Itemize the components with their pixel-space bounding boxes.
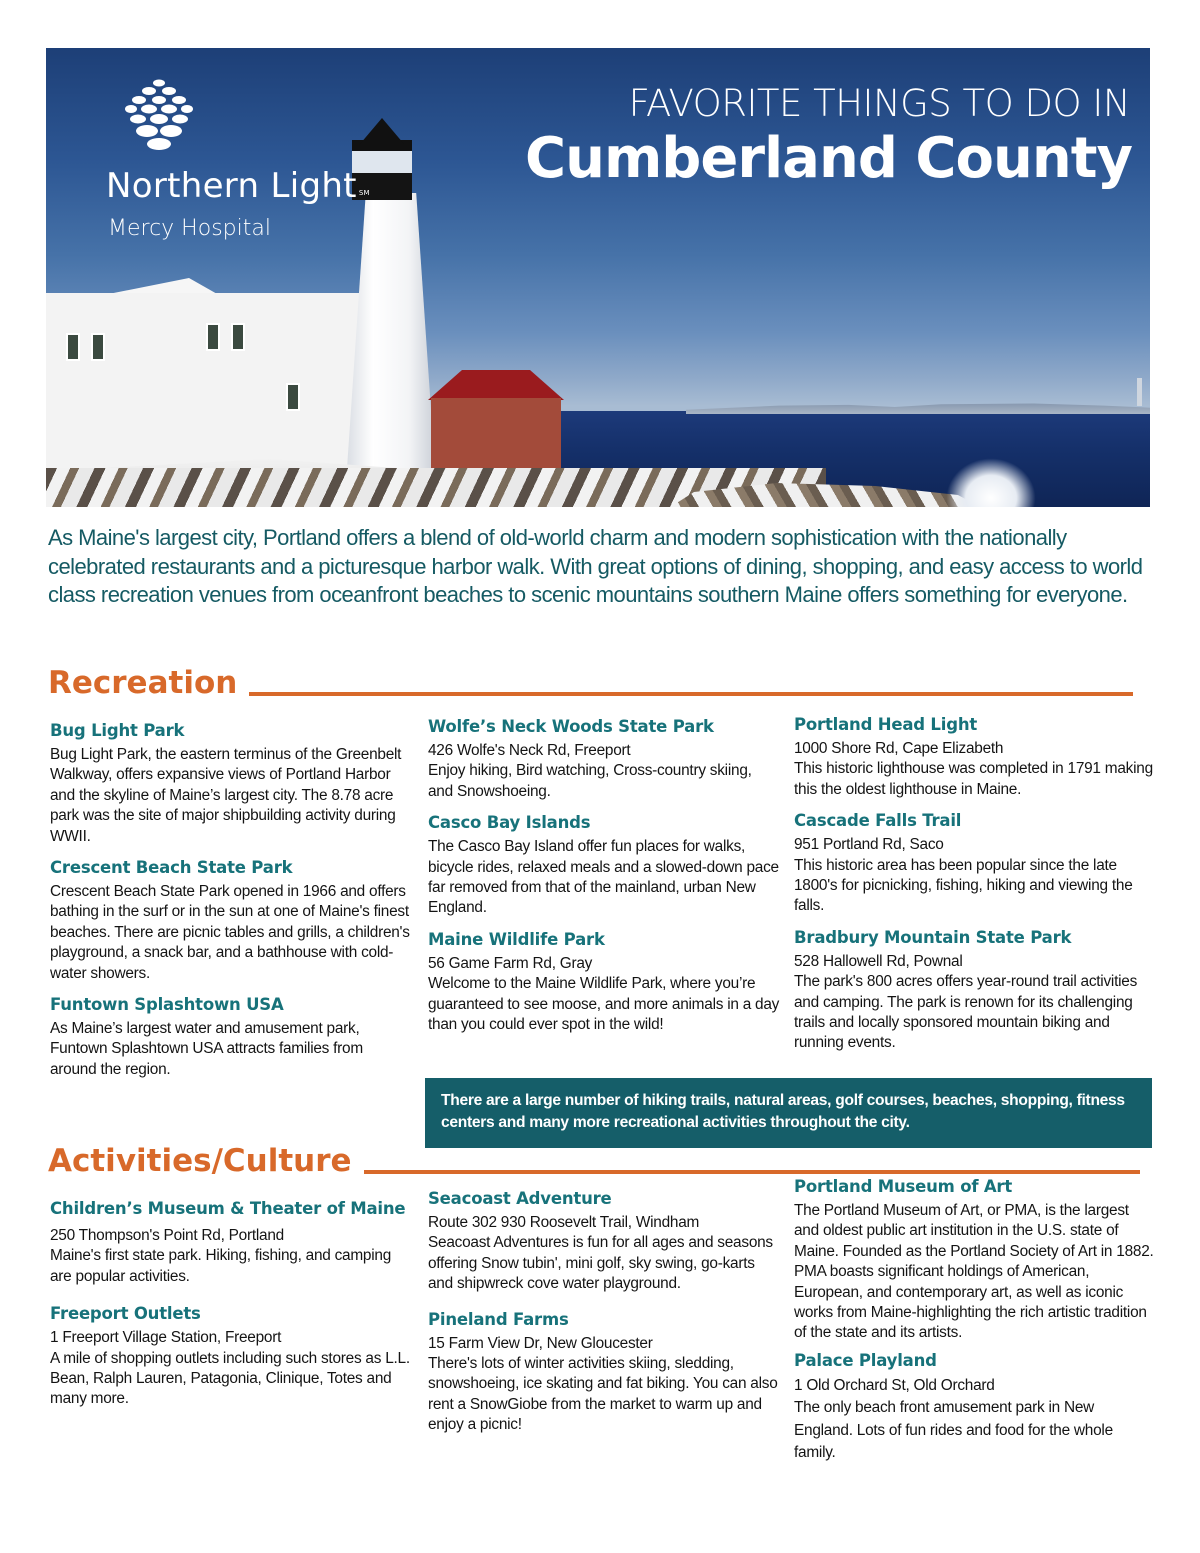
item-address: 1000 Shore Rd, Cape Elizabeth — [794, 740, 1004, 757]
item-address: Route 302 930 Roosevelt Trail, Windham — [428, 1214, 700, 1231]
list-item — [50, 1194, 410, 1287]
item-description: A mile of shopping outlets including such stores as L.L. Bean, Ralph Lauren, Patagonia, Clinique, Totes and many more. — [50, 1349, 410, 1408]
item-description: Crescent Beach State Park opened in 1966 and offers bathing in the surf or in the sun at one of Maine's finest beaches. There are picnic tables and grills, a children's playground, a snack bar, and a bathhouse with cold-water showers. — [50, 883, 410, 982]
intro-paragraph: As Maine's largest city, Portland offers a blend of old-world charm and modern sophistication with the nationally celebrated restaurants and a picturesque harbor walk. With great options of dining, shopping, and easy access to world class recreation venues from oceanfront beaches to scenic mountains southern Maine offers something for everyone. — [48, 525, 1143, 607]
item-description: The only beach front amusement park in New England. Lots of fun rides and food for the whole family. — [794, 1399, 1113, 1462]
brand-subtitle: Mercy Hospital — [108, 216, 271, 241]
list-item — [794, 1176, 1156, 1344]
item-address: 1 Old Orchard St, Old Orchard — [794, 1376, 995, 1394]
oil-house — [431, 398, 561, 468]
item-address: 951 Portland Rd, Saco — [794, 836, 944, 854]
item-title: Pineland Farms — [428, 1309, 569, 1329]
item-description: As Maine’s largest water and amusement park, Funtown Splashtown USA attracts families from around the region. — [50, 1020, 363, 1078]
item-description: Enjoy hiking, Bird watching, Cross-country skiing, and Snowshoeing. — [428, 762, 752, 800]
item-description: Maine's first state park. Hiking, fishing, and camping are popular activities. — [50, 1247, 392, 1285]
list-item — [794, 810, 1154, 917]
item-title: Children’s Museum & Theater of Maine — [50, 1199, 406, 1218]
list-item — [428, 812, 780, 919]
window — [286, 383, 300, 411]
list-item — [50, 720, 410, 847]
item-address: 15 Farm View Dr, New Gloucester — [428, 1334, 653, 1352]
list-item — [428, 1188, 780, 1295]
item-title: Freeport Outlets — [50, 1304, 201, 1324]
lighthouse-cap — [360, 118, 404, 144]
recreation-heading — [48, 666, 1133, 700]
section-divider — [364, 1170, 1140, 1174]
list-item — [428, 929, 780, 1036]
window — [91, 333, 105, 361]
item-description: The park's 800 acres offers year-round trail activities and camping. The park is renown for its challenging trails and locally sponsored mountain biking and running events. — [794, 973, 1138, 1052]
item-title: Crescent Beach State Park — [50, 858, 293, 878]
activities-column-3 — [794, 1176, 1156, 1475]
item-address: 528 Hallowell Rd, Pownal — [794, 952, 963, 970]
recreation-column-2 — [428, 716, 780, 1045]
list-item — [50, 994, 410, 1080]
section-title: Recreation — [48, 665, 238, 701]
item-title: Portland Head Light — [794, 715, 978, 734]
recreation-column-1 — [50, 720, 410, 1090]
pinecone-icon — [124, 78, 194, 152]
oil-house-roof — [428, 370, 564, 400]
item-description: The Portland Museum of Art, or PMA, is the largest and oldest public art institution in the U.S. state of Maine. Founded as the Portland Society of Art in 1882. PMA boasts significant holdings of American, European, and contemporary art, as well as iconic works from Maine-highlighting the rich artistic tradition of the state and its artists. — [794, 1202, 1154, 1342]
item-address: 56 Game Farm Rd, Gray — [428, 954, 593, 972]
distant-lighthouse — [1137, 378, 1142, 406]
wave-spray — [946, 458, 1036, 507]
window — [231, 323, 245, 351]
section-divider — [249, 692, 1133, 696]
item-title: Seacoast Adventure — [428, 1189, 612, 1208]
item-description: There's lots of winter activities skiing, sledding, snowshoeing, ice skating and fat biking. You can also rent a SnowGiobe from the market to warm up and enjoy a picnic! — [428, 1355, 778, 1434]
item-address: 250 Thompson's Point Rd, Portland — [50, 1227, 284, 1244]
window — [66, 333, 80, 361]
item-title: Palace Playland — [794, 1350, 937, 1370]
hero-title: Cumberland County — [524, 126, 1132, 191]
item-title: Wolfe’s Neck Woods State Park — [428, 717, 714, 736]
list-item — [794, 927, 1154, 1054]
list-item — [50, 857, 410, 984]
section-title: Activities/Culture — [48, 1143, 352, 1179]
item-title: Cascade Falls Trail — [794, 811, 962, 831]
lighthouse-tower — [346, 193, 436, 483]
list-item — [428, 1309, 780, 1436]
distant-islands — [686, 400, 1150, 414]
item-title: Bradbury Mountain State Park — [794, 927, 1072, 947]
item-address: 1 Freeport Village Station, Freeport — [50, 1329, 282, 1347]
service-mark: SM — [358, 189, 370, 197]
activities-heading — [48, 1144, 1140, 1178]
item-description: Bug Light Park, the eastern terminus of the Greenbelt Walkway, offers expansive views of Portland Harbor and the skyline of Maine’s largest city. The 8.78 acre park was the site of major shipbuilding activity during WWII. — [50, 746, 402, 845]
window — [206, 323, 220, 351]
item-description: This historic lighthouse was completed in 1791 making this the oldest lighthouse in Maine. — [794, 760, 1153, 798]
item-title: Casco Bay Islands — [428, 813, 591, 833]
hero-pre-title: FAVORITE THINGS TO DO IN — [628, 82, 1130, 125]
activities-column-2 — [428, 1188, 780, 1446]
item-address: 426 Wolfe's Neck Rd, Freeport — [428, 742, 631, 759]
item-description: Seacoast Adventures is fun for all ages and seasons offering Snow tubin', mini golf, sky swing, go-karts and shipwreck cove water playground. — [428, 1234, 773, 1293]
item-description: This historic area has been popular since the late 1800's for picnicking, fishing, hiking and viewing the falls. — [794, 856, 1133, 915]
recreation-callout: There are a large number of hiking trails, natural areas, golf courses, beaches, shopping, fitness centers and many more recreational activities throughout the city. — [425, 1078, 1152, 1148]
item-description: The Casco Bay Island offer fun places for walks, bicycle rides, relaxed meals and a slowed-down pace far removed from that of the mainland, urban New England. — [428, 838, 779, 917]
list-item — [794, 714, 1154, 800]
item-title: Maine Wildlife Park — [428, 929, 605, 949]
hero-banner — [46, 48, 1150, 507]
item-title: Bug Light Park — [50, 721, 185, 740]
list-item — [50, 1303, 410, 1410]
list-item — [794, 1350, 1156, 1465]
keepers-house — [46, 293, 376, 468]
item-title: Funtown Splashtown USA — [50, 995, 284, 1015]
brand-name: Northern Light SM — [106, 166, 370, 206]
item-title: Portland Museum of Art — [794, 1177, 1013, 1196]
activities-column-1 — [50, 1194, 410, 1420]
list-item — [428, 716, 780, 802]
item-description: Welcome to the Maine Wildlife Park, where you’re guaranteed to see moose, and more animals in a day than you could ever spot in the wild! — [428, 975, 780, 1034]
recreation-column-3 — [794, 714, 1154, 1064]
